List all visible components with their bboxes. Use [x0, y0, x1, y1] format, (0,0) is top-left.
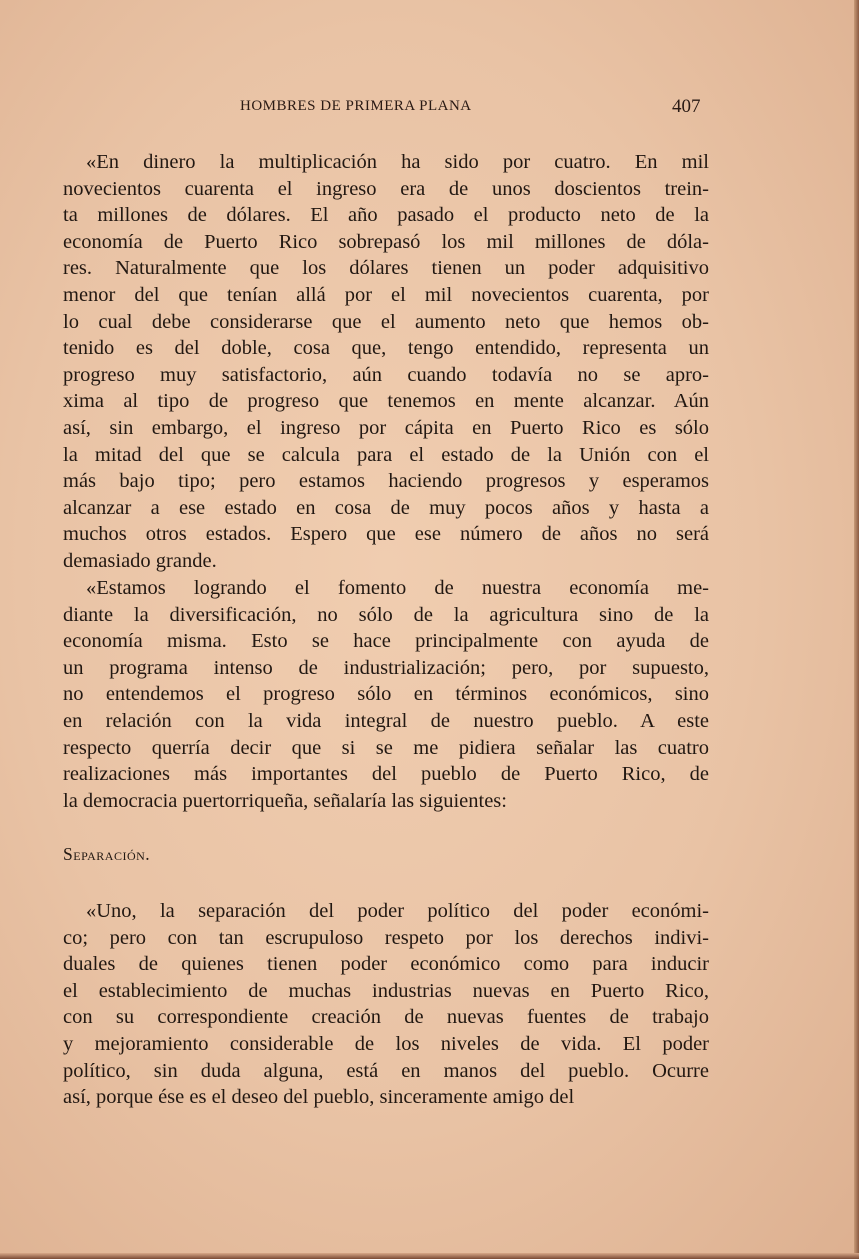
text-line: menor del que tenían allá por el mil novecientos cuarenta, por	[63, 283, 709, 306]
text-line: xima al tipo de progreso que tenemos en mente alcanzar. Aún	[63, 390, 709, 413]
page-edge-bottom	[0, 1253, 859, 1259]
text-line: en relación con la vida integral de nuestro pueblo. A este	[63, 709, 709, 732]
text-line: economía misma. Esto se hace principalmente con ayuda de	[63, 630, 709, 653]
paragraph-3	[63, 898, 709, 1111]
text-line: respecto querría decir que si se me pidiera señalar las cuatro	[63, 736, 709, 759]
text-line: tenido es del doble, cosa que, tengo entendido, representa un	[63, 337, 709, 360]
text-line: «Estamos logrando el fomento de nuestra economía me-	[86, 577, 709, 599]
text-line: ta millones de dólares. El año pasado el producto neto de la	[63, 204, 709, 227]
text-line: demasiado grande.	[63, 549, 217, 572]
text-line: así, sin embargo, el ingreso por cápita en Puerto Rico es sólo	[63, 416, 709, 439]
page-number: 407	[672, 96, 701, 117]
text-line: la mitad del que se calcula para el estado de la Unión con el	[63, 443, 709, 466]
text-line: res. Naturalmente que los dólares tienen un poder adquisitivo	[63, 257, 709, 280]
text-line: la democracia puertorriqueña, señalaría las siguientes:	[63, 789, 507, 812]
page-edge-right	[854, 0, 859, 1259]
text-line: co; pero con tan escrupuloso respeto por los derechos indivi-	[63, 926, 709, 949]
text-line: más bajo tipo; pero estamos haciendo progresos y esperamos	[63, 470, 709, 493]
text-line: con su correspondiente creación de nuevas fuentes de trabajo	[63, 1006, 709, 1029]
text-line: el establecimiento de muchas industrias nuevas en Puerto Rico,	[63, 979, 709, 1002]
paragraph-1	[63, 149, 709, 575]
text-line: alcanzar a ese estado en cosa de muy pocos años y hasta a	[63, 496, 709, 519]
section-heading: Separación.	[63, 844, 151, 864]
text-line: político, sin duda alguna, está en manos del pueblo. Ocurre	[63, 1059, 709, 1082]
text-line: no entendemos el progreso sólo en términos económicos, sino	[63, 683, 709, 706]
text-line: duales de quienes tienen poder económico como para inducir	[63, 953, 709, 976]
text-line: «Uno, la separación del poder político del poder económi-	[86, 900, 709, 922]
text-line: un programa intenso de industrialización; pero, por supuesto,	[63, 656, 709, 679]
text-line: lo cual debe considerarse que el aumento neto que hemos ob-	[63, 310, 709, 333]
text-line: economía de Puerto Rico sobrepasó los mil millones de dóla-	[63, 230, 709, 253]
text-line: así, porque ése es el deseo del pueblo, sinceramente amigo del	[63, 1086, 575, 1109]
paragraph-2	[63, 575, 709, 814]
text-line: y mejoramiento considerable de los niveles de vida. El poder	[63, 1032, 709, 1055]
text-line: realizaciones más importantes del pueblo de Puerto Rico, de	[63, 763, 709, 786]
text-line: diante la diversificación, no sólo de la agricultura sino de la	[63, 603, 709, 626]
text-line: novecientos cuarenta el ingreso era de unos doscientos trein-	[63, 177, 709, 200]
text-line: progreso muy satisfactorio, aún cuando todavía no se apro-	[63, 363, 709, 386]
text-line: muchos otros estados. Espero que ese número de años no será	[63, 523, 709, 546]
running-head: HOMBRES DE PRIMERA PLANA	[240, 98, 472, 114]
text-line: «En dinero la multiplicación ha sido por cuatro. En mil	[86, 151, 709, 173]
